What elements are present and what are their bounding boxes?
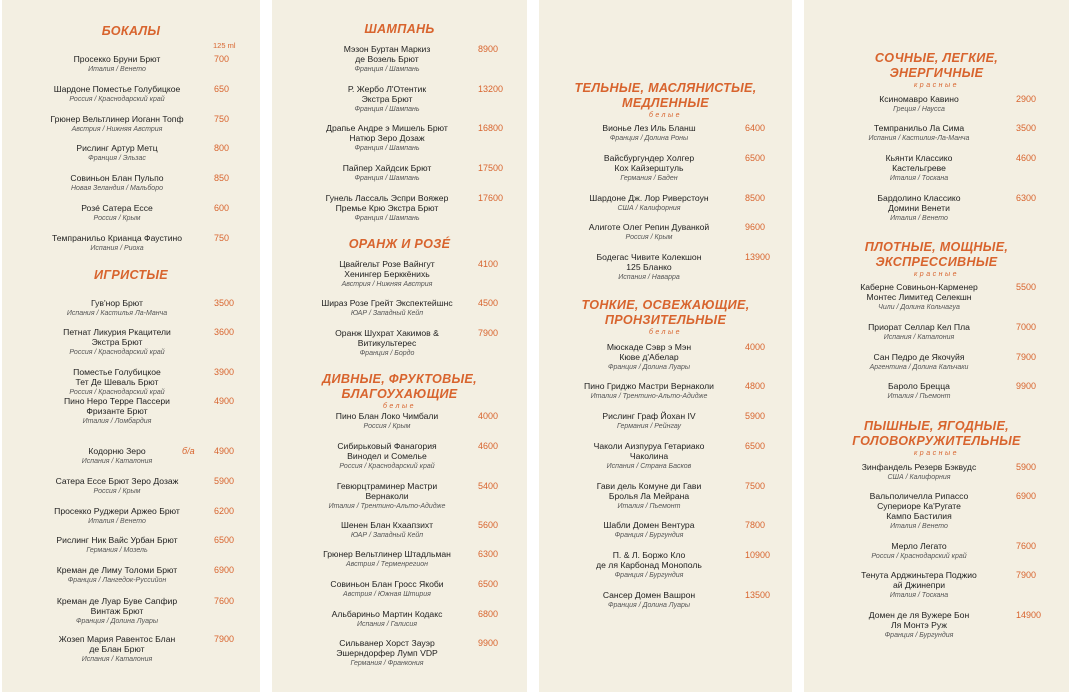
wine-region: Испания / Кастилья Ла-Манча bbox=[66, 310, 168, 317]
wine-region: Италия / Пьемонт bbox=[617, 503, 681, 510]
wine-price: 6300 bbox=[1016, 193, 1037, 203]
wine-price: 5900 bbox=[745, 411, 766, 421]
wine-name: Тенута Арджиньтера Поджио ай Джинепри bbox=[861, 570, 977, 590]
wine-price: 4000 bbox=[745, 342, 766, 352]
wine-region: Чили / Долина Кольчагуа bbox=[878, 304, 960, 311]
wine-region: Россия / Краснодарский край bbox=[871, 553, 967, 560]
wine-region: Франция / Бургундия bbox=[884, 632, 954, 639]
wine-price: 13900 bbox=[745, 252, 771, 262]
wine-name: Сансер Домен Вашрон bbox=[602, 590, 696, 600]
wine-name: Каберне Совиньон-Карменер Монтес Лимитед Селекшн bbox=[860, 282, 978, 302]
wine-region: Австрия / Нижняя Австрия bbox=[341, 281, 433, 288]
section-subtitle: красные bbox=[914, 450, 959, 457]
wine-price: 7900 bbox=[1016, 570, 1037, 580]
wine-region: Франция / Шампань bbox=[354, 175, 420, 182]
wine-price: 800 bbox=[214, 143, 230, 153]
wine-region: Россия / Крым bbox=[93, 215, 141, 222]
wine-price: 6400 bbox=[745, 123, 766, 133]
wine-name: Розé Сатера Ессе bbox=[81, 203, 153, 213]
wine-region: Италия / Венето bbox=[890, 215, 948, 222]
wine-region: Италия / Трентино-Альто-Адидже bbox=[328, 503, 446, 510]
wine-region: Франция / Долина Роны bbox=[609, 135, 689, 142]
wine-region: Испания / Каталония bbox=[81, 458, 153, 465]
wine-region: Россия / Крым bbox=[363, 423, 411, 430]
wine-price: 6900 bbox=[214, 565, 235, 575]
wine-region: Италия / Тоскана bbox=[889, 175, 949, 182]
wine-name: П. & Л. Боржо Кло де ля Карбонад Монополь bbox=[596, 550, 702, 570]
wine-name: Шабли Домен Вентура bbox=[603, 520, 695, 530]
wine-price: 9600 bbox=[745, 222, 766, 232]
wine-name: Альбариньо Мартин Кодакс bbox=[331, 609, 443, 619]
wine-region: Россия / Краснодарский край bbox=[339, 463, 435, 470]
wine-region: Испания / Каталония bbox=[883, 334, 955, 341]
wine-name: Пайпер Хайдсик Брют bbox=[342, 163, 432, 173]
wine-price: 13500 bbox=[745, 590, 771, 600]
wine-region: Германия / Баден bbox=[620, 175, 678, 182]
wine-region: Испания / Риоха bbox=[90, 245, 144, 252]
wine-name: Шираз Розе Грейт Экспектейшнс bbox=[321, 298, 453, 308]
wine-price: 7600 bbox=[1016, 541, 1037, 551]
wine-name: Грюнер Вельтлинер Иоганн Топф bbox=[50, 114, 184, 124]
wine-name: Сан Педро де Якочуйя bbox=[873, 352, 965, 362]
wine-price: 5900 bbox=[214, 476, 235, 486]
wine-region: Италия / Венето bbox=[88, 66, 146, 73]
wine-name: Совиньон Блан Пульпо bbox=[70, 173, 164, 183]
wine-name: Креман де Луар Буве Сапфир Винтаж Брют bbox=[56, 596, 178, 616]
wine-price: 4800 bbox=[745, 381, 766, 391]
wine-name: Шардоне Поместье Голубицкое bbox=[53, 84, 181, 94]
wine-name: Мерло Легато bbox=[891, 541, 947, 551]
wine-name: Шардоне Дж. Лор Риверстоун bbox=[589, 193, 709, 203]
wine-name: Домен де ля Вужере Бон Ля Монтэ Руж bbox=[868, 610, 970, 630]
wine-name: Гунель Лассаль Эспри Вояжер Премье Крю Экстра Брют bbox=[325, 193, 449, 213]
wine-region: Австрия / Нижняя Австрия bbox=[71, 126, 163, 133]
wine-region: Австрия / Южная Штирия bbox=[343, 591, 431, 598]
section-title: ШАМПАНЬ bbox=[364, 22, 435, 36]
wine-region: Испания / Галисия bbox=[357, 621, 417, 628]
wine-region: Франция / Бургундия bbox=[614, 532, 684, 539]
wine-name: Сибирьковый Фанагория Винодел и Сомелье bbox=[337, 441, 437, 461]
menu-column bbox=[804, 0, 1069, 692]
wine-region: Италия / Трентино-Альто-Адидже bbox=[590, 393, 708, 400]
wine-name: Бодегас Чивите Колекшон 125 Бланко bbox=[596, 252, 702, 272]
section-title: ТОНКИЕ, ОСВЕЖАЮЩИЕ, ПРОНЗИТЕЛЬНЫЕ bbox=[581, 298, 750, 327]
wine-price: 6500 bbox=[214, 535, 235, 545]
wine-price: 4600 bbox=[1016, 153, 1037, 163]
wine-price: 4500 bbox=[478, 298, 499, 308]
wine-name: Петнат Ликурия Ркацители Экстра Брют bbox=[63, 327, 171, 347]
wine-name: Бардолино Классико Домини Венети bbox=[877, 193, 961, 213]
wine-price: 9900 bbox=[478, 638, 499, 648]
wine-name: Пино Неро Терре Пассери Фризанте Брют bbox=[63, 396, 170, 416]
wine-name: Оранж Шухрат Хакимов & Витикультерес bbox=[335, 328, 439, 348]
wine-name: Зинфандель Резерв Бэквудс bbox=[861, 462, 977, 472]
section-title: СОЧНЫЕ, ЛЕГКИЕ, ЭНЕРГИЧНЫЕ bbox=[874, 51, 999, 80]
wine-name: Пино Блан Локо Чимбали bbox=[335, 411, 439, 421]
wine-region: Австрия / Терменрегион bbox=[346, 561, 428, 568]
wine-region: Франция / Эльзас bbox=[88, 155, 146, 162]
wine-region: США / Калифорния bbox=[617, 205, 681, 212]
wine-name: Рислинг Ник Вайс Урбан Брют bbox=[56, 535, 178, 545]
wine-name: Вайсбургундер Холгер Кох Кайзерштуль bbox=[603, 153, 695, 173]
wine-region: Италия / Ломбардия bbox=[82, 418, 152, 425]
wine-price: 7500 bbox=[745, 481, 766, 491]
menu-column bbox=[2, 0, 260, 692]
wine-region: Франция / Бордо bbox=[359, 350, 415, 357]
wine-region: Россия / Крым bbox=[625, 234, 673, 241]
wine-name: Кодорню Зеро bbox=[88, 446, 146, 456]
wine-price: 4900 bbox=[214, 396, 235, 406]
wine-name: Мюскаде Сэвр э Мэн Кюве д'Абелар bbox=[606, 342, 692, 362]
wine-region: Франция / Бургундия bbox=[614, 572, 684, 579]
wine-price: 10900 bbox=[745, 550, 771, 560]
wine-price: 600 bbox=[214, 203, 230, 213]
wine-price: 3500 bbox=[214, 298, 235, 308]
menu-column bbox=[539, 0, 792, 692]
wine-price: 9900 bbox=[1016, 381, 1037, 391]
wine-region: Италия / Венето bbox=[88, 518, 146, 525]
wine-name: Цвайгельт Розе Вайнгут Хенингер Берккёнихь bbox=[339, 259, 435, 279]
wine-price: 7000 bbox=[1016, 322, 1037, 332]
section-subtitle: красные bbox=[914, 271, 959, 278]
section-title: ПЫШНЫЕ, ЯГОДНЫЕ, ГОЛОВОКРУЖИТЕЛЬНЫЕ bbox=[852, 419, 1021, 448]
wine-region: Италия / Пьемонт bbox=[887, 393, 951, 400]
wine-price: 4100 bbox=[478, 259, 499, 269]
wine-name: Мэзон Буртан Маркиз де Возель Брют bbox=[343, 44, 431, 64]
wine-region: Аргентина / Долина Кальчаки bbox=[869, 364, 969, 371]
wine-name: Вальполичелла Рипассо Супериоре Ка'Ругате Кампо Бастилия bbox=[869, 491, 969, 521]
wine-name: Рислинг Артур Метц bbox=[76, 143, 158, 153]
wine-name: Кьянти Классико Кастельгреве bbox=[885, 153, 953, 173]
wine-price: 6900 bbox=[1016, 491, 1037, 501]
wine-region: Испания / Кастилия-Ла-Манча bbox=[868, 135, 970, 142]
wine-region: Испания / Наварра bbox=[618, 274, 680, 281]
wine-region: Греция / Наусса bbox=[893, 106, 945, 113]
section-title: ОРАНЖ И РОЗÉ bbox=[348, 237, 451, 251]
wine-region: Россия / Краснодарский край bbox=[69, 389, 165, 396]
wine-price: 5600 bbox=[478, 520, 499, 530]
wine-name: Просекко Руджери Аржео Брют bbox=[54, 506, 180, 516]
wine-region: Италия / Венето bbox=[890, 523, 948, 530]
wine-region: Россия / Краснодарский край bbox=[69, 96, 165, 103]
section-subtitle: красные bbox=[914, 82, 959, 89]
wine-name: Шенен Блан Кхаапзихт bbox=[340, 520, 434, 530]
wine-region: Франция / Шампань bbox=[354, 66, 420, 73]
wine-price: 4000 bbox=[478, 411, 499, 421]
wine-name: Креман де Лиму Толоми Брют bbox=[56, 565, 178, 575]
wine-name: Приорат Селлар Кел Пла bbox=[868, 322, 970, 332]
non-alcoholic-badge: б/а bbox=[182, 446, 195, 456]
wine-region: Россия / Крым bbox=[93, 488, 141, 495]
wine-price: 8900 bbox=[478, 44, 499, 54]
section-title: ДИВНЫЕ, ФРУКТОВЫЕ, БЛАГОУХАЮЩИЕ bbox=[322, 372, 477, 401]
wine-name: Грюнер Вельтлинер Штадльман bbox=[323, 549, 451, 559]
volume-label: 125 ml bbox=[213, 41, 236, 50]
wine-price: 17500 bbox=[478, 163, 504, 173]
wine-name: Бароло Брецца bbox=[888, 381, 950, 391]
wine-region: Германия / Мозель bbox=[86, 547, 148, 554]
wine-price: 17600 bbox=[478, 193, 504, 203]
wine-price: 5500 bbox=[1016, 282, 1037, 292]
wine-name: Поместье Голубицкое Тет Де Шеваль Брют bbox=[73, 367, 161, 387]
wine-price: 6800 bbox=[478, 609, 499, 619]
wine-region: Франция / Шампань bbox=[354, 215, 420, 222]
wine-price: 4600 bbox=[478, 441, 499, 451]
wine-price: 6500 bbox=[478, 579, 499, 589]
section-subtitle: белые bbox=[648, 112, 683, 119]
wine-name: Просекко Бруни Брют bbox=[73, 54, 161, 64]
wine-name: Гави дель Комуне ди Гави Бролья Ла Мейрана bbox=[596, 481, 702, 501]
wine-price: 8500 bbox=[745, 193, 766, 203]
wine-price: 2900 bbox=[1016, 94, 1037, 104]
wine-name: Темпранильо Крианца Фаустино bbox=[51, 233, 183, 243]
wine-name: Алиготе Олег Репин Дуванкой bbox=[588, 222, 710, 232]
wine-name: Рислинг Граф Йохан IV bbox=[602, 411, 696, 421]
wine-region: ЮАР / Западный Кейп bbox=[350, 532, 424, 539]
wine-price: 5400 bbox=[478, 481, 499, 491]
wine-price: 13200 bbox=[478, 84, 504, 94]
wine-price: 4900 bbox=[214, 446, 235, 456]
wine-region: США / Калифорния bbox=[887, 474, 951, 481]
wine-region: Россия / Краснодарский край bbox=[69, 349, 165, 356]
wine-region: Италия / Тоскана bbox=[889, 592, 949, 599]
wine-price: 7900 bbox=[1016, 352, 1037, 362]
wine-region: Франция / Шампань bbox=[354, 106, 420, 113]
wine-name: Сильванер Хорст Зауэр Эшерндорфер Лумп VDP bbox=[336, 638, 438, 658]
wine-price: 6500 bbox=[745, 153, 766, 163]
section-subtitle: белые bbox=[648, 329, 683, 336]
wine-price: 750 bbox=[214, 114, 230, 124]
section-subtitle: белые bbox=[382, 403, 417, 410]
wine-name: Гув'нор Брют bbox=[91, 298, 143, 308]
wine-price: 5900 bbox=[1016, 462, 1037, 472]
section-title: ТЕЛЬНЫЕ, МАСЛЯНИСТЫЕ, МЕДЛЕННЫЕ bbox=[574, 81, 757, 110]
wine-region: Новая Зеландия / Мальборо bbox=[71, 185, 163, 192]
wine-price: 3600 bbox=[214, 327, 235, 337]
section-title: ИГРИСТЫЕ bbox=[94, 268, 168, 282]
wine-name: Драпье Андре э Мишель Брют Натюр Зеро Дозаж bbox=[326, 123, 448, 143]
wine-region: ЮАР / Западный Кейп bbox=[350, 310, 424, 317]
wine-price: 7900 bbox=[478, 328, 499, 338]
wine-price: 6500 bbox=[745, 441, 766, 451]
wine-region: Германия / Франкония bbox=[350, 660, 424, 667]
wine-region: Франция / Лангедок-Руссийон bbox=[67, 577, 167, 584]
wine-region: Испания / Страна Басков bbox=[606, 463, 692, 470]
wine-name: Совиньон Блан Гросс Якоби bbox=[330, 579, 444, 589]
wine-region: Франция / Долина Луары bbox=[607, 364, 691, 371]
wine-region: Франция / Шампань bbox=[354, 145, 420, 152]
wine-price: 750 bbox=[214, 233, 230, 243]
wine-region: Франция / Долина Луары bbox=[75, 618, 159, 625]
wine-name: Пино Гриджо Мастри Вернаколи bbox=[584, 381, 714, 391]
wine-price: 6200 bbox=[214, 506, 235, 516]
wine-price: 6300 bbox=[478, 549, 499, 559]
section-title: БОКАЛЫ bbox=[101, 24, 161, 38]
wine-name: Ксиномавро Кавино bbox=[879, 94, 959, 104]
wine-name: Р. Жербо Л'Отентик Экстра Брют bbox=[347, 84, 427, 104]
wine-name: Темпранильо Ла Сима bbox=[873, 123, 965, 133]
wine-price: 14900 bbox=[1016, 610, 1042, 620]
wine-price: 7900 bbox=[214, 634, 235, 644]
wine-price: 7600 bbox=[214, 596, 235, 606]
wine-price: 650 bbox=[214, 84, 230, 94]
wine-price: 7800 bbox=[745, 520, 766, 530]
wine-name: Жозеп Мария Равентос Блан де Блан Брют bbox=[58, 634, 176, 654]
wine-price: 3900 bbox=[214, 367, 235, 377]
wine-name: Чаколи Аизпуруа Гетариако Чаколина bbox=[593, 441, 705, 461]
wine-name: Гевюрцтраминер Мастри Вернаколи bbox=[336, 481, 438, 501]
menu-column bbox=[272, 0, 527, 692]
wine-price: 16800 bbox=[478, 123, 504, 133]
wine-region: Германия / Рейнгау bbox=[617, 423, 681, 430]
wine-region: Испания / Каталония bbox=[81, 656, 153, 663]
wine-name: Вионье Лез Иль Бланш bbox=[602, 123, 696, 133]
section-title: ПЛОТНЫЕ, МОЩНЫЕ, ЭКСПРЕССИВНЫЕ bbox=[864, 240, 1009, 269]
wine-price: 3500 bbox=[1016, 123, 1037, 133]
wine-price: 700 bbox=[214, 54, 230, 64]
wine-price: 850 bbox=[214, 173, 230, 183]
wine-region: Франция / Долина Луары bbox=[607, 602, 691, 609]
wine-name: Сатера Ессе Брют Зеро Дозаж bbox=[55, 476, 179, 486]
